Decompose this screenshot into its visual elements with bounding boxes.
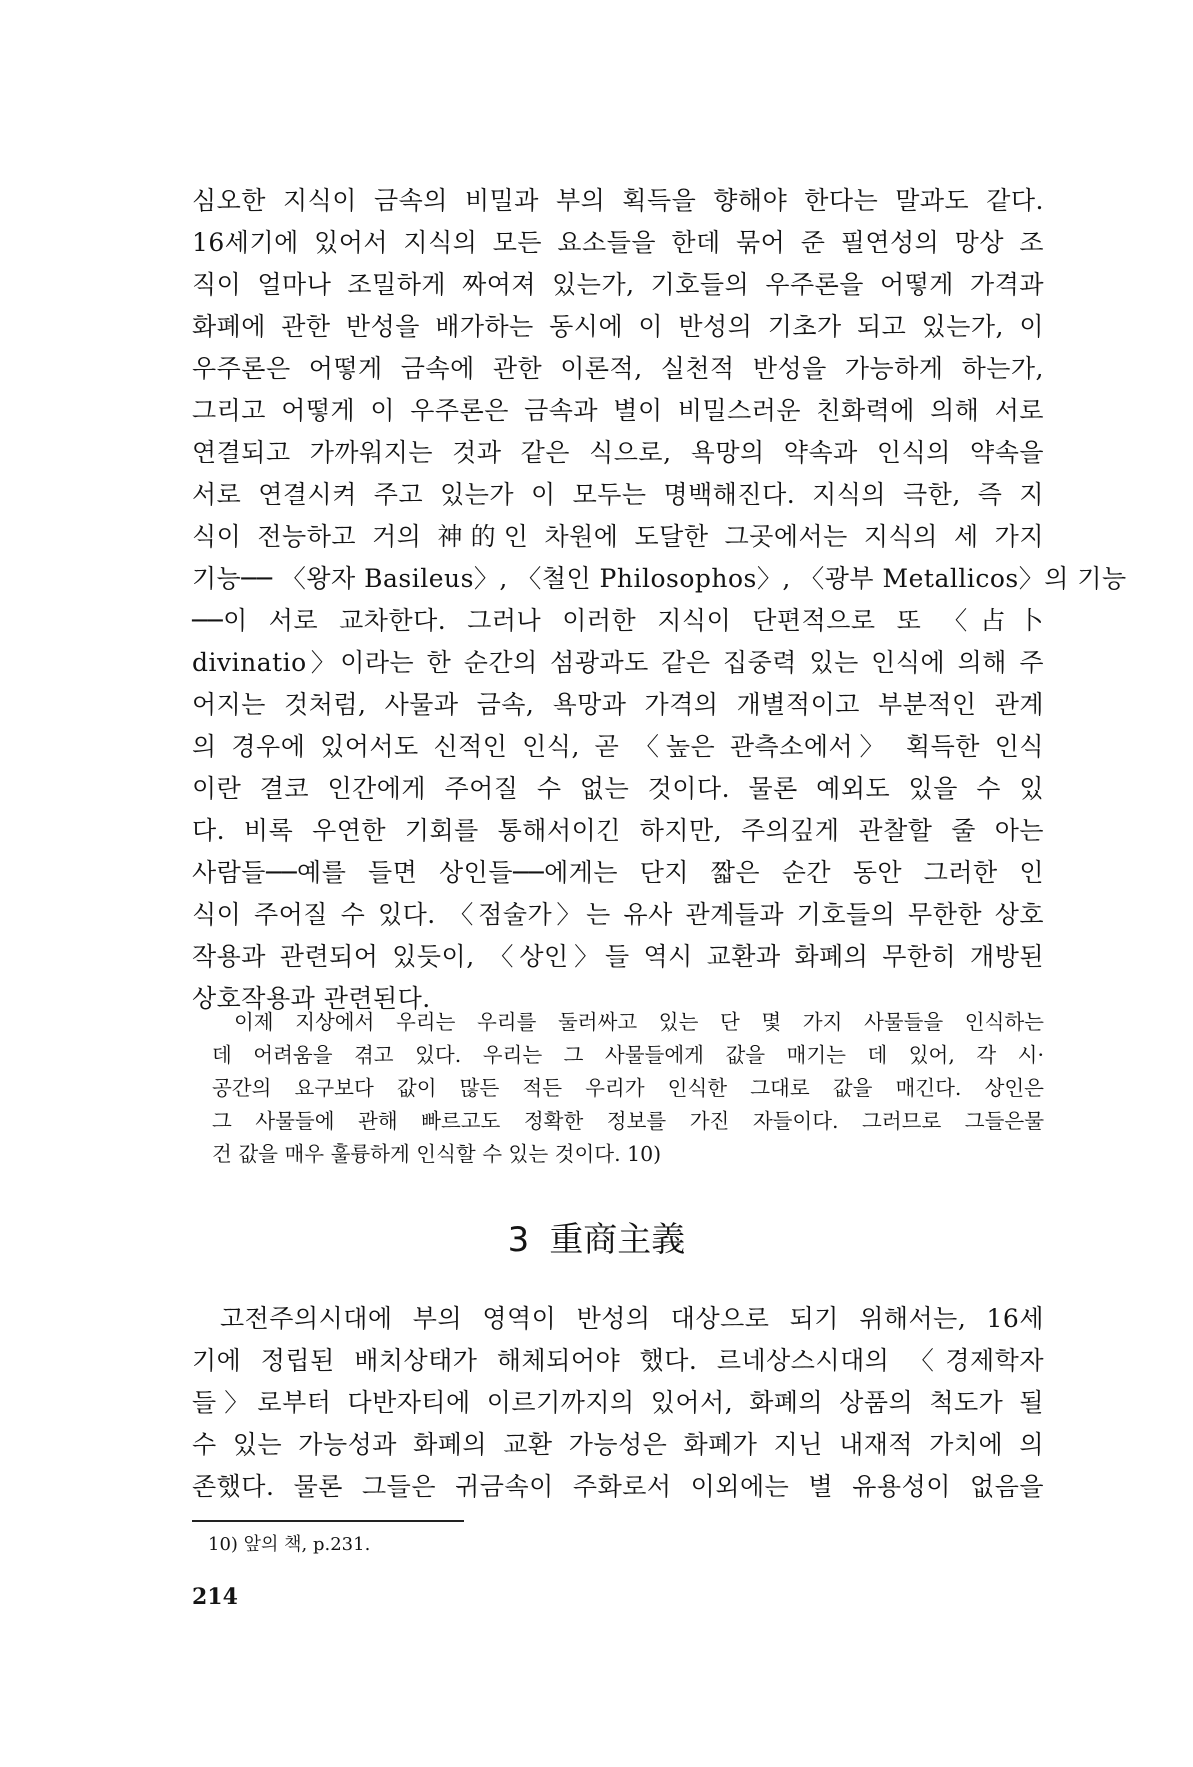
text-line: 직이 얼마나 조밀하게 짜여져 있는가, 기호들의 우주론을 어떻게 가격과	[192, 270, 1044, 299]
section-number: 3	[507, 1220, 530, 1260]
text-line: 연결되고 가까워지는 것과 같은 식으로, 욕망의 약속과 인식의 약속을	[192, 438, 1044, 467]
text-line: 존했다. 물론 그들은 귀금속이 주화로서 이외에는 별 유용성이 없음을	[192, 1472, 1044, 1501]
block-quote	[212, 1006, 1044, 1171]
text-line: 이란 결코 인간에게 주어질 수 없는 것이다. 물론 예외도 있을 수 있	[192, 774, 1044, 803]
text-line: 그리고 어떻게 이 우주론은 금속과 별이 비밀스러운 친화력에 의해 서로	[192, 396, 1044, 425]
section-title: 重商主義	[549, 1220, 686, 1260]
text-line: 기능── 〈왕자 Basileus〉, 〈철인 Philosophos〉, 〈광부 Metallicos〉의 기능	[192, 564, 1127, 593]
text-line: 작용과 관련되어 있듯이, 〈상인〉들 역시 교환과 화폐의 무한히 개방된	[192, 942, 1044, 971]
body-paragraph-1	[192, 180, 1127, 1020]
text-line: divinatio〉이라는 한 순간의 섬광과도 같은 집중력 있는 인식에 의해 주	[192, 648, 1044, 677]
quote-line: 이제 지상에서 우리는 우리를 둘러싸고 있는 단 몇 가지 사물들을 인식하는	[234, 1010, 1044, 1034]
text-line: 어지는 것처럼, 사물과 금속, 욕망과 가격의 개별적이고 부분적인 관계	[192, 690, 1044, 719]
text-line: 식이 전능하고 거의 神的인 차원에 도달한 그곳에서는 지식의 세 가지	[192, 522, 1044, 551]
quote-line: 데 어려움을 겪고 있다. 우리는 그 사물들에게 값을 매기는 데 있어, 각 시·	[212, 1043, 1044, 1067]
text-line: 우주론은 어떻게 금속에 관한 이론적, 실천적 반성을 가능하게 하는가,	[192, 354, 1044, 383]
quote-line: 그 사물들에 관해 빠르고도 정확한 정보를 가진 자들이다. 그러므로 그들은물	[212, 1109, 1044, 1133]
page-number: 214	[192, 1584, 238, 1610]
text-line: 기에 정립된 배치상태가 해체되어야 했다. 르네상스시대의 〈경제학자	[192, 1346, 1044, 1375]
text-line: 고전주의시대에 부의 영역이 반성의 대상으로 되기 위해서는, 16세	[220, 1304, 1044, 1333]
text-line: 들〉로부터 다반자티에 이르기까지의 있어서, 화폐의 상품의 척도가 될	[192, 1388, 1044, 1417]
text-line: 서로 연결시켜 주고 있는가 이 모두는 명백해진다. 지식의 극한, 즉 지	[192, 480, 1044, 509]
text-line: 다. 비록 우연한 기회를 통해서이긴 하지만, 주의깊게 관찰할 줄 아는	[192, 816, 1044, 845]
body-paragraph-2	[192, 1298, 1044, 1508]
quote-line: 공간의 요구보다 값이 많든 적든 우리가 인식한 그대로 값을 매긴다. 상인은	[212, 1076, 1044, 1100]
footnote-divider	[192, 1520, 464, 1522]
section-heading	[0, 1218, 1193, 1262]
text-line: 16세기에 있어서 지식의 모든 요소들을 한데 묶어 준 필연성의 망상 조	[192, 228, 1044, 257]
text-line: 사람들──예를 들면 상인들──에게는 단지 짧은 순간 동안 그러한 인	[192, 858, 1044, 887]
quote-line: 건 값을 매우 훌륭하게 인식할 수 있는 것이다. 10)	[212, 1142, 662, 1166]
footnote: 10) 앞의 책, p.231.	[208, 1534, 371, 1555]
text-line: 식이 주어질 수 있다. 〈점술가〉는 유사 관계들과 기호들의 무한한 상호	[192, 900, 1044, 929]
text-line: 상호작용과 관련된다.	[192, 984, 431, 1013]
text-line: ──이 서로 교차한다. 그러나 이러한 지식이 단편적으로 또 〈占卜	[192, 606, 1044, 635]
text-line: 의 경우에 있어서도 신적인 인식, 곧 〈높은 관측소에서〉 획득한 인식	[192, 732, 1044, 761]
text-line: 수 있는 가능성과 화폐의 교환 가능성은 화폐가 지닌 내재적 가치에 의	[192, 1430, 1044, 1459]
text-line: 심오한 지식이 금속의 비밀과 부의 획득을 향해야 한다는 말과도 같다.	[192, 186, 1044, 215]
text-line: 화폐에 관한 반성을 배가하는 동시에 이 반성의 기초가 되고 있는가, 이	[192, 312, 1044, 341]
